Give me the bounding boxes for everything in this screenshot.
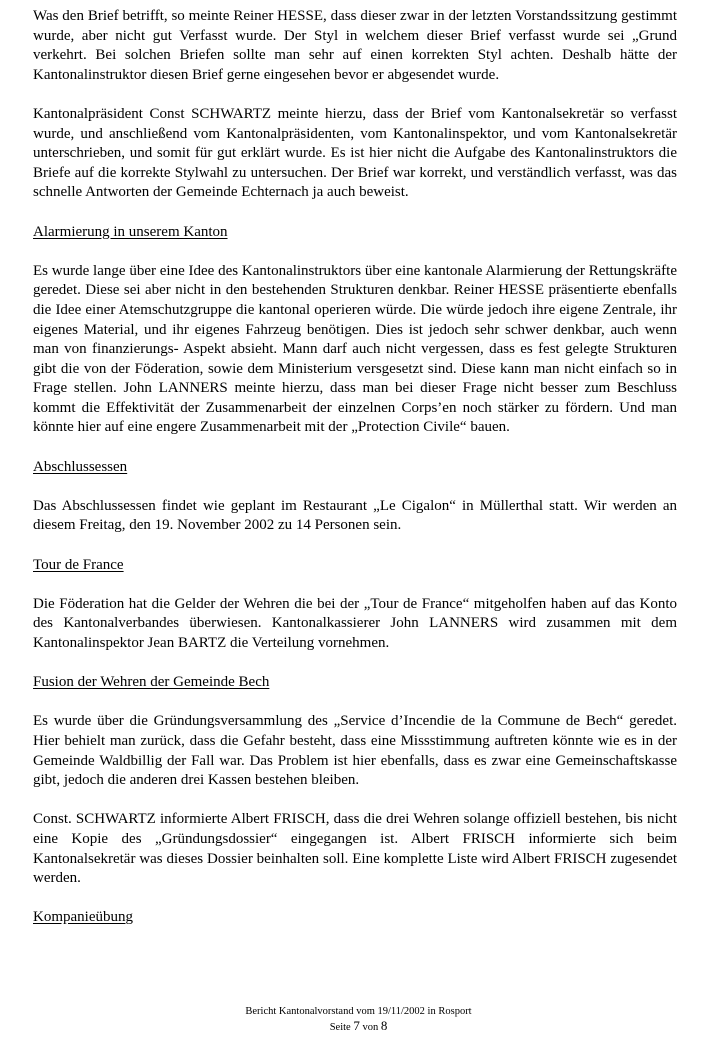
section-heading-alarmierung: Alarmierung in unserem Kanton	[33, 223, 228, 240]
document-body	[33, 7, 677, 948]
footer-page-label: Seite	[329, 1022, 351, 1033]
section-heading-fusion-bech: Fusion der Wehren der Gemeinde Bech	[33, 674, 270, 691]
paragraph-fusion-bech: Es wurde über die Gründungsversammlung des „Service d’Incendie de la Commune de Bech“ geredet. Hier behielt man zurück, dass die Gefahr besteht, dass eine Missstimmung auftreten könnte wie es in der Gemeinde Waldbillig der Fall war. Das Problem ist hier ebenfalls, dass es zwar eine Gemeinschaftskasse gibt, jedoch die anderen drei Kassen bestehen bleiben.	[33, 713, 677, 789]
page-footer	[0, 1005, 717, 1035]
footer-page-total: 8	[380, 1018, 388, 1033]
paragraph-fusion-frisch: Const. SCHWARTZ informierte Albert FRISCH, dass die drei Wehren solange offiziell bestehen, bis nicht eine Kopie des „Gründungsdossier“ eingegangen ist. Albert FRISCH informierte sich beim Kantonalsekretär was dieses Dossier beinhalten soll. Eine komplette Liste wird Albert FRISCH zugesendet werden.	[33, 811, 677, 887]
section-heading-tour-de-france: Tour de France	[33, 556, 124, 573]
section-heading-abschlussessen: Abschlussessen	[33, 458, 128, 475]
paragraph-abschlussessen: Das Abschlussessen findet wie geplant im Restaurant „Le Cigalon“ in Müllerthal statt. Wir werden an diesem Freitag, den 19. November 2002 zu 14 Personen sein.	[33, 497, 677, 534]
footer-page-current: 7	[353, 1018, 360, 1033]
footer-report-line: Bericht Kantonalvorstand vom 19/11/2002 in Rosport	[245, 1006, 472, 1017]
section-heading-kompanieuebung: Kompanieübung	[33, 909, 133, 926]
paragraph-brief-schwartz: Kantonalpräsident Const SCHWARTZ meinte hierzu, dass der Brief vom Kantonalsekretär so verfasst wurde, und anschließend vom Kantonalpräsidenten, vom Kantonalinspektor, und vom Kantonalsekretär unterschrieben, und somit für gut erklärt wurde. Es ist hier nicht die Aufgabe des Kantonalinstruktors die Briefe auf die korrekte Stylwahl zu untersuchen. Der Brief war korrekt, und verständlich verfasst, was das schnelle Antworten der Gemeinde Echternach ja auch beweist.	[33, 105, 677, 201]
footer-page-of: von	[362, 1022, 379, 1033]
footer-page-number	[0, 1019, 717, 1035]
paragraph-alarmierung: Es wurde lange über eine Idee des Kantonalinstruktors über eine kantonale Alarmierung der Rettungskräfte geredet. Diese sei aber nicht in den bestehenden Strukturen denkbar. Reiner HESSE präsentierte ebenfalls die Idee einer Atemschutzgruppe die kantonal operieren würde. Die würde jedoch ihre eigene Zentrale, ihr eigenes Material, und ihr eigenes Fahrzeug benötigen. Dies ist jedoch sehr schwer denkbar, auch wenn man von finanzierungs- Aspekt absieht. Mann darf auch nicht vergessen, dass es fest gelegte Strukturen gibt die von der Föderation, sowie dem Ministerium versgesetzt sind. Diese kann man nicht einfach so in Frage stellen. John LANNERS meinte hierzu, dass man bei dieser Frage nicht besser zum Beschluss kommt die Effektivität der Zusammenarbeit der einzelnen Corps’en noch stärker zu fördern. Und man könnte hier auf eine engere Zusammenarbeit mit der „Protection Civile“ bauen.	[33, 262, 677, 436]
paragraph-brief-hesse: Was den Brief betrifft, so meinte Reiner HESSE, dass dieser zwar in der letzten Vorstandssitzung gestimmt wurde, aber nicht gut Verfasst wurde. Der Styl in welchem dieser Brief verfasst wurde sei „Grund verkehrt. Bei solchen Briefen sollte man sehr auf einen korrekten Styl achten. Deshalb hätte der Kantonalinstruktor diesen Brief gerne eingesehen bevor er abgesendet wurde.	[33, 8, 677, 83]
paragraph-tour-de-france: Die Föderation hat die Gelder der Wehren die bei der „Tour de France“ mitgeholfen haben auf das Konto des Kantonalverbandes überwiesen. Kantonalkassierer John LANNERS wird zusammen mit dem Kantonalinspektor Jean BARTZ die Verteilung vornehmen.	[33, 595, 677, 651]
